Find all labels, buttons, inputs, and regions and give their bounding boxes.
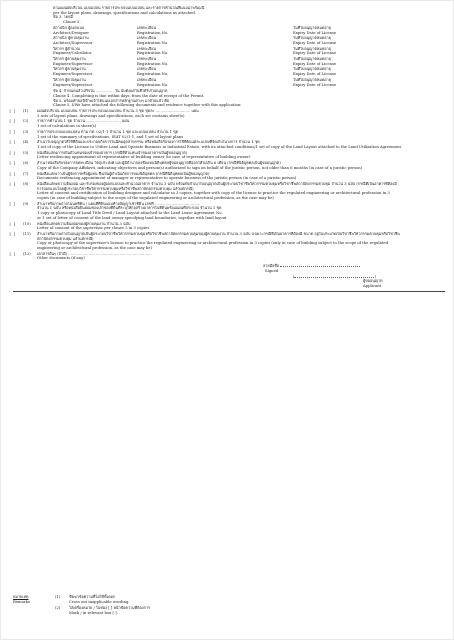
attachment-item-5: [9, 151, 445, 160]
remark-text-thai: ใส่เครื่องหมาย / ในช่อง [ ] หน้าข้อความที่ต้องการ: [69, 606, 150, 611]
item-text-english: Copy of the Company Affidavit, indicating objectives and person(s) authorized to sign on behalf of the juristic person, not older than 6 months (in case of a juristic person): [37, 165, 363, 170]
attachment-item-7: [9, 172, 445, 181]
attachment-checkbox[interactable]: [ ]: [9, 221, 16, 226]
attachment-item-8: [9, 182, 445, 201]
expiry-label-thai: วันที่ใบอนุญาตหมดอายุ: [293, 36, 331, 41]
attachment-item-4: [9, 140, 445, 149]
item-text-english: Letter of consent of the supervisor per clause 3 in 3 copies: [37, 226, 150, 231]
item-text-english: 1 set of the summary of specifications, IEAT 02/1-1, and 1 set of layout plans: [37, 134, 184, 139]
item-text-english: Other documents (if any): [37, 256, 85, 261]
applicant-label-thai: ผู้ขออนุญาต: [363, 279, 383, 284]
remark-number: (2): [55, 606, 61, 611]
expiry-label-thai: วันที่ใบอนุญาตหมดอายุ: [293, 67, 331, 72]
item-text-english: 1 set of copy of the License to Utilize Land and Operate Business in Industrial Estate, with its attached conditions/1 set of copy of the Land Layout attached to the Land Utilization Agreement: [37, 144, 401, 149]
item-number: (11): [23, 231, 31, 236]
attachment-checkbox[interactable]: [ ]: [9, 119, 16, 124]
item-number: (8): [23, 181, 29, 186]
name-paren-close: ): [374, 274, 376, 279]
remarks-label-thai: หมายเหตุ: [13, 595, 29, 599]
license-role-english: Engineer/Supervisor: [53, 72, 93, 77]
item-number: (4): [23, 140, 29, 145]
item-text-thai: สำเนาใบอนุญาตให้ใช้ที่ดินและประกอบกิจการในนิคมอุตสาหกรรม หรือหนังสือรับรองการใช้ที่ดินแต่ละแปลงที่จัดเก็บในวงการ จำนวน 1 ชุด: [37, 140, 260, 145]
applicant-name-line[interactable]: [294, 274, 374, 278]
remark-text-english: Cross out inapplicable wording.: [69, 599, 130, 604]
attachment-list: [9, 109, 445, 261]
clause-4-english: Clause 4. Completing is due within days, from the date of receipt of the Permit.: [53, 93, 205, 98]
clause-3-thai: ข้อ 3. โดยมี: [53, 15, 73, 20]
item-number: (1): [23, 109, 29, 114]
attachment-checkbox[interactable]: [ ]: [9, 201, 16, 206]
license-table: [53, 26, 445, 87]
item-text-thai: แผนผังบริเวณ แบบแปลน รายการประกอบแบบแปลน จำนวน 3 ชุด ชุดละ ............................. แผ่น: [37, 109, 199, 114]
expiry-label-thai: วันที่ใบอนุญาตหมดอายุ: [293, 46, 331, 51]
expiry-label-english: Expiry Date of License: [293, 82, 337, 87]
attachment-checkbox[interactable]: [ ]: [9, 171, 16, 176]
attachment-item-2: [9, 119, 445, 128]
registration-label-english: Registration No.: [137, 61, 169, 66]
attachment-item-6: [9, 161, 445, 170]
name-paren-open: (: [293, 274, 295, 279]
license-role-english: Architect/Designer: [53, 30, 89, 35]
attachment-checkbox[interactable]: [ ]: [9, 109, 16, 114]
divider-line: [13, 291, 445, 292]
item-text-english: or 1 set of letter of consent of the land owner specifying land boundaries, together with land layout: [37, 215, 227, 220]
form-body: [9, 6, 445, 292]
attachment-item-12: [9, 252, 445, 261]
item-text-thai: รายการประกอบแบบแปลน ตาม กท. 02/1-1 จำนวน 1 ชุด และแบบแปลน จำนวน 1 ชุด: [37, 129, 179, 134]
expiry-label-thai: วันที่ใบอนุญาตหมดอายุ: [293, 57, 331, 62]
clause-5-english: Clause 5. I/We have attached the following documents and evidence together with this application:: [53, 103, 242, 108]
expiry-label-english: Expiry Date of License: [293, 40, 337, 45]
signature-label-thai: ลายมือชื่อ: [263, 264, 280, 269]
expiry-label-english: Expiry Date of License: [293, 51, 337, 56]
expiry-label-thai: วันที่ใบอนุญาตหมดอายุ: [293, 77, 331, 82]
attachment-checkbox[interactable]: [ ]: [9, 129, 16, 134]
item-number: (6): [23, 161, 29, 166]
attachment-item-3: [9, 130, 445, 139]
attachment-item-11: [9, 232, 445, 251]
registration-label-thai: เลขทะเบียน: [137, 25, 157, 30]
attachment-item-9: [9, 202, 445, 221]
license-role-thai: สถาปนิก ผู้ควบคุมงาน: [53, 36, 89, 41]
signature-label-english: Signed: [265, 268, 279, 273]
item-text-thai: สำเนาหรือภาพถ่ายโฉนดที่ดิน / แผนที่ที่ดินแนบท้ายสัญญาเช่าที่ดิน เลขที่ ......................................: [37, 201, 201, 206]
registration-label-english: Registration No.: [137, 30, 169, 35]
item-number: (2): [23, 119, 29, 124]
item-text-thai: หนังสือแสดงการเป็นตัวแทนของเจ้าของอาคาร (กรณีที่ตัวแทนเจ้าของอาคารเป็นผู้ขออนุญาต): [37, 150, 188, 155]
attachment-checkbox[interactable]: [ ]: [9, 161, 16, 166]
intro-thai-line: ตามแผนผังบริเวณ แบบแปลน รายการประกอบแบบแปลน และรายการคำนวณที่แนบมาพร้อมนี้: [53, 6, 205, 10]
item-number: (7): [23, 171, 29, 176]
item-number: (9): [23, 201, 29, 206]
license-role-thai: สถาปนิก ผู้ออกแบบ: [53, 25, 85, 30]
expiry-label-english: Expiry Date of License: [293, 72, 337, 77]
expiry-label-english: Expiry Date of License: [293, 30, 337, 35]
item-text-thai: จำนวน 1 ฉบับ หรือหนังสือยินยอมของเจ้าของที่ดินที่ระบุให้ก่อสร้างอาคารในที่ดินพร้อมแผนที่ประกอบ จำนวน 1 ชุด: [37, 206, 222, 211]
license-role-thai: วิศวกร ผู้ควบคุมงาน: [53, 57, 86, 62]
registration-label-thai: เลขทะเบียน: [137, 77, 157, 82]
registration-label-english: Registration No.: [137, 82, 169, 87]
remarks-label-english: Remarks: [13, 599, 30, 604]
remark-text-english: Mark / in relevant box [ ].: [69, 611, 118, 616]
license-role-english: Engineer/Supervisor: [53, 82, 93, 87]
attachment-item-1: [9, 109, 445, 118]
registration-label-thai: เลขทะเบียน: [137, 57, 157, 62]
license-row: [53, 26, 445, 35]
clause-4-thai: ข้อ 4. กำหนดแล้วเสร็จใน ............... วัน นับตั้งแต่วันที่ได้รับใบอนุญาต: [53, 89, 168, 94]
license-row: [53, 36, 445, 45]
item-text-thai: หนังสือแสดงว่าเป็นผู้จัดการหรือผู้แทน ซึ่งเป็นผู้ดำเนินกิจการของนิติบุคคล (กรณีที่นิติบุคคลเป็นผู้ขออนุญาต): [37, 171, 210, 176]
item-number: (10): [23, 221, 31, 226]
attachment-item-10: [9, 222, 445, 231]
item-text-english: 1 set of calculations in sheet(s): [37, 124, 97, 129]
license-role-thai: วิศวกร ผู้ควบคุมงาน: [53, 77, 86, 82]
remarks-block: [13, 595, 433, 616]
attachment-checkbox[interactable]: [ ]: [9, 150, 16, 155]
license-role-english: Engineer/Supervisor: [53, 61, 93, 66]
license-role-english: Architect/Supervisor: [53, 40, 93, 45]
signature-line[interactable]: [280, 263, 360, 267]
license-role-thai: วิศวกร ผู้คำนวณ: [53, 46, 81, 51]
item-text-thai: สำเนาหนังสือรับรองการจดทะเบียน วัตถุประสงค์ และผู้มีอำนาจลงชื่อแทนนิติบุคคลผู้ขออนุญาตที่ออกให้ไม่เกิน 6 เดือน (กรณีที่นิติบุคคลเป็นผู้ขออนุญาต): [37, 161, 281, 166]
item-text-english: 1 copy or photocopy of Land Title Deed / Land Layout attached to the Land Lease Agreement No.: [37, 211, 223, 216]
item-number: (12): [23, 251, 31, 256]
license-role-english: Engineer/Calculator: [53, 51, 92, 56]
attachment-checkbox[interactable]: [ ]: [9, 251, 16, 256]
registration-label-english: Registration No.: [137, 51, 169, 56]
license-row: [53, 67, 445, 76]
clause-3-english: Clause 3.: [63, 20, 81, 25]
item-text-english: Letter of consent and certification of building designer and calculator in 3 copies, together with copy of the license to practice the regulated engineering or architectural profession in 3 copies (in case of building subject to the scope of the regulated engineering or architectural profession, as the case may be): [37, 191, 390, 201]
item-text-english: Documents evidencing appointment of manager or representative to operate business of the juristic person (in case of a juristic person): [37, 176, 297, 181]
item-text-thai: หนังสือแสดงความยินยอม และรับรองของผู้ออกแบบและคำนวณอาคาร จำนวน 3 ฉบับ พร้อมทั้งสำเนาใบอนุญาตเป็นผู้ประกอบวิชาชีพวิศวกรรมควบคุมหรือวิชาชีพสถาปัตยกรรมควบคุม จำนวน 3 ฉบับ (กรณีที่เป็นอาคารที่ต้องมีการออกแบบโดยผู้ประกอบวิชาชีพวิศวกรรมควบคุมหรือวิชาชีพสถาปัตยกรรมควบคุม แล้วแต่กรณี): [37, 181, 397, 191]
attachment-checkbox[interactable]: [ ]: [9, 181, 16, 186]
item-text-thai: รายการคำนวณ 1 ชุด จำนวน ............................. แผ่น: [37, 119, 130, 124]
license-role-thai: วิศวกร ผู้ควบคุมงาน: [53, 67, 86, 72]
intro-english-line: per the layout plans, drawings, specifications and calculations as attached.: [53, 10, 196, 15]
applicant-label-english: Applicant: [363, 283, 382, 288]
item-number: (5): [23, 150, 29, 155]
item-number: (3): [23, 129, 29, 134]
remark-number: (1): [55, 595, 61, 599]
registration-label-thai: เลขทะเบียน: [137, 67, 157, 72]
item-text-thai: สำเนาหรือภาพถ่ายใบอนุญาตเป็นผู้ประกอบวิชาชีพวิศวกรรมควบคุมหรือวิชาชีพสถาปัตยกรรมควบคุมของผู้ควบคุมงาน จำนวน 3 ฉบับ (เฉพาะกรณีที่เป็นอาคารที่ต้องมี ขนาด อยู่ในประเภทเป็นวิชาชีพวิศวกรรมควบคุมหรือวิชาชีพสถาปัตยกรรมควบคุม แล้วแต่กรณี): [37, 231, 400, 241]
license-row: [53, 78, 445, 87]
expiry-label-english: Expiry Date of License: [293, 61, 337, 66]
signature-block: [53, 263, 445, 289]
item-text-english: Copy or photocopy of the supervisor's license to practice the regulated engineering or architectural profession in 3 copies (only in case of building subject to the scope of the regulated engineering or architectural profession, as the case may be): [37, 241, 388, 251]
registration-label-english: Registration No.: [137, 40, 169, 45]
expiry-label-thai: วันที่ใบอนุญาตหมดอายุ: [293, 25, 331, 30]
item-text-english: 3 sets of layout plans, drawings and specifications, each set contains sheet(s): [37, 113, 185, 118]
remark-text-thai: ขีดฆ่าข้อความที่ไม่ใช้ทิ้งออก: [69, 595, 116, 599]
item-text-english: Letter evidencing appointment of representative of building owner (in case of representative of building owner): [37, 155, 251, 160]
license-row: [53, 47, 445, 56]
license-row: [53, 57, 445, 66]
registration-label-thai: เลขทะเบียน: [137, 36, 157, 41]
registration-label-thai: เลขทะเบียน: [137, 46, 157, 51]
clause-5-thai: ข้อ 5. พร้อมคำขอนี้ข้าพเจ้าได้แนบเอกสารหลักฐานต่างๆ มาด้วยแล้ว คือ: [53, 98, 170, 103]
item-text-thai: หนังสือแสดงความยินยอมของผู้ควบคุมงาน จำนวน 3 ฉบับ: [37, 221, 131, 226]
item-text-thai: เอกสารอื่นๆ (ถ้ามี) ......................................................................: [37, 251, 152, 256]
attachment-checkbox[interactable]: [ ]: [9, 231, 16, 236]
attachment-checkbox[interactable]: [ ]: [9, 140, 16, 145]
registration-label-english: Registration No.: [137, 72, 169, 77]
